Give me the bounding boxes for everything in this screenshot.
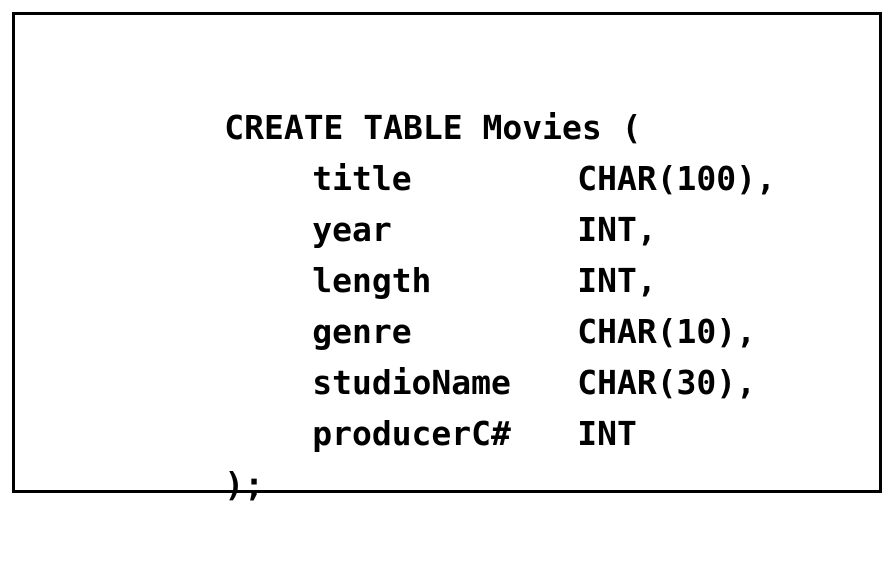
sql-code-block [105, 51, 776, 504]
column-type: INT, [577, 210, 657, 249]
column-type: CHAR(10), [577, 312, 757, 351]
create-table-statement: CREATE TABLE Movies ( [224, 108, 642, 147]
code-frame [12, 12, 882, 504]
closing-statement: ); [224, 465, 264, 504]
column-type: INT, [577, 261, 657, 300]
column-name: title [312, 159, 412, 198]
column-name: length [312, 261, 432, 300]
column-name: genre [312, 312, 412, 351]
column-name: producerC# [312, 414, 511, 453]
column-name: studioName [312, 363, 511, 402]
column-type: INT [577, 414, 637, 453]
column-type: CHAR(30), [577, 363, 757, 402]
create-table-line [105, 51, 776, 147]
column-name: year [312, 210, 392, 249]
column-type: CHAR(100), [577, 159, 776, 198]
